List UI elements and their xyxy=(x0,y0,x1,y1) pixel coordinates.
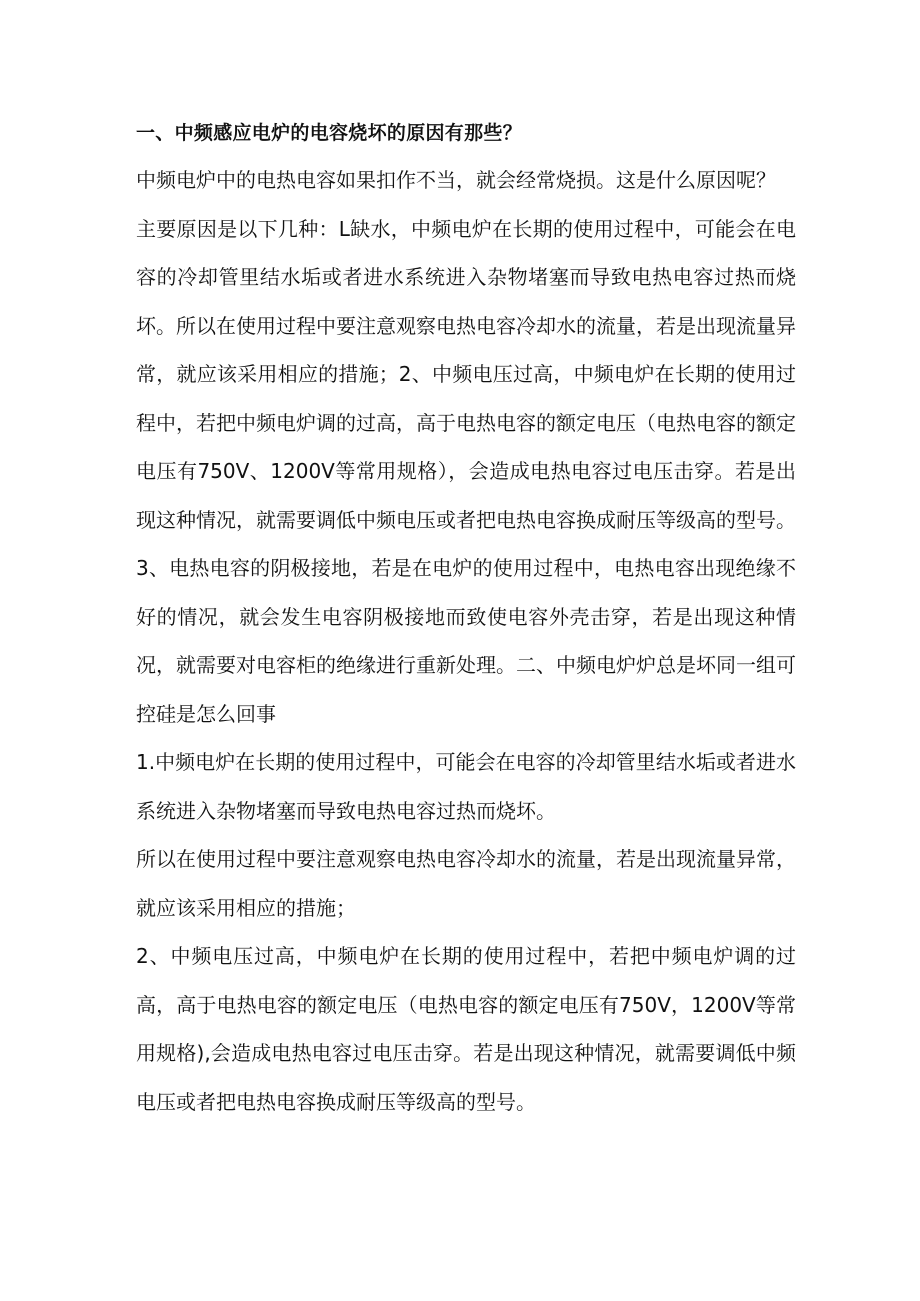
paragraph-flow: 所以在使用过程中要注意观察电热电容冷却水的流量，若是出现流量异常，就应该采用相应的措施； xyxy=(136,847,796,920)
paragraph-intro: 中频电炉中的电热电容如果扣作不当，就会经常烧损。这是什么原因呢？ xyxy=(136,168,776,192)
document-body xyxy=(136,112,796,1126)
paragraph-grounding: 3、电热电容的阴极接地，若是在电炉的使用过程中，电热电容出现绝缘不好的情况，就会发生电容阴极接地而致使电容外壳击穿，若是出现这种情况，就需要对电容柜的绝缘进行重新处理。二、中频电炉炉总是坏同一组可控硅是怎么回事 xyxy=(136,556,796,726)
paragraph-scaling: 1.中频电炉在长期的使用过程中，可能会在电容的冷却管里结水垢或者进水系统进入杂物堵塞而导致电热电容过热而烧坏。 xyxy=(136,750,796,823)
paragraph-causes: 主要原因是以下几种：L缺水，中频电炉在长期的使用过程中，可能会在电容的冷却管里结水垢或者进水系统进入杂物堵塞而导致电热电容过热而烧坏。所以在使用过程中要注意观察电热电容冷却水的流量，若是出现流量异常，就应该采用相应的措施；2、中频电压过高，中频电炉在长期的使用过程中，若把中频电炉调的过高，高于电热电容的额定电压（电热电容的额定电压有750V、1200V等常用规格），会造成电热电容过电压击穿。若是出现这种情况，就需要调低中频电压或者把电热电容换成耐压等级高的型号。 xyxy=(136,216,796,532)
paragraph-overvoltage: 2、中频电压过高，中频电炉在长期的使用过程中，若把中频电炉调的过高，高于电热电容的额定电压（电热电容的额定电压有750V，1200V等常用规格),会造成电热电容过电压击穿。若是出现这种情况，就需要调低中频电压或者把电热电容换成耐压等级高的型号。 xyxy=(136,944,796,1114)
section-heading: 一、中频感应电炉的电容烧坏的原因有那些？ xyxy=(136,122,523,144)
